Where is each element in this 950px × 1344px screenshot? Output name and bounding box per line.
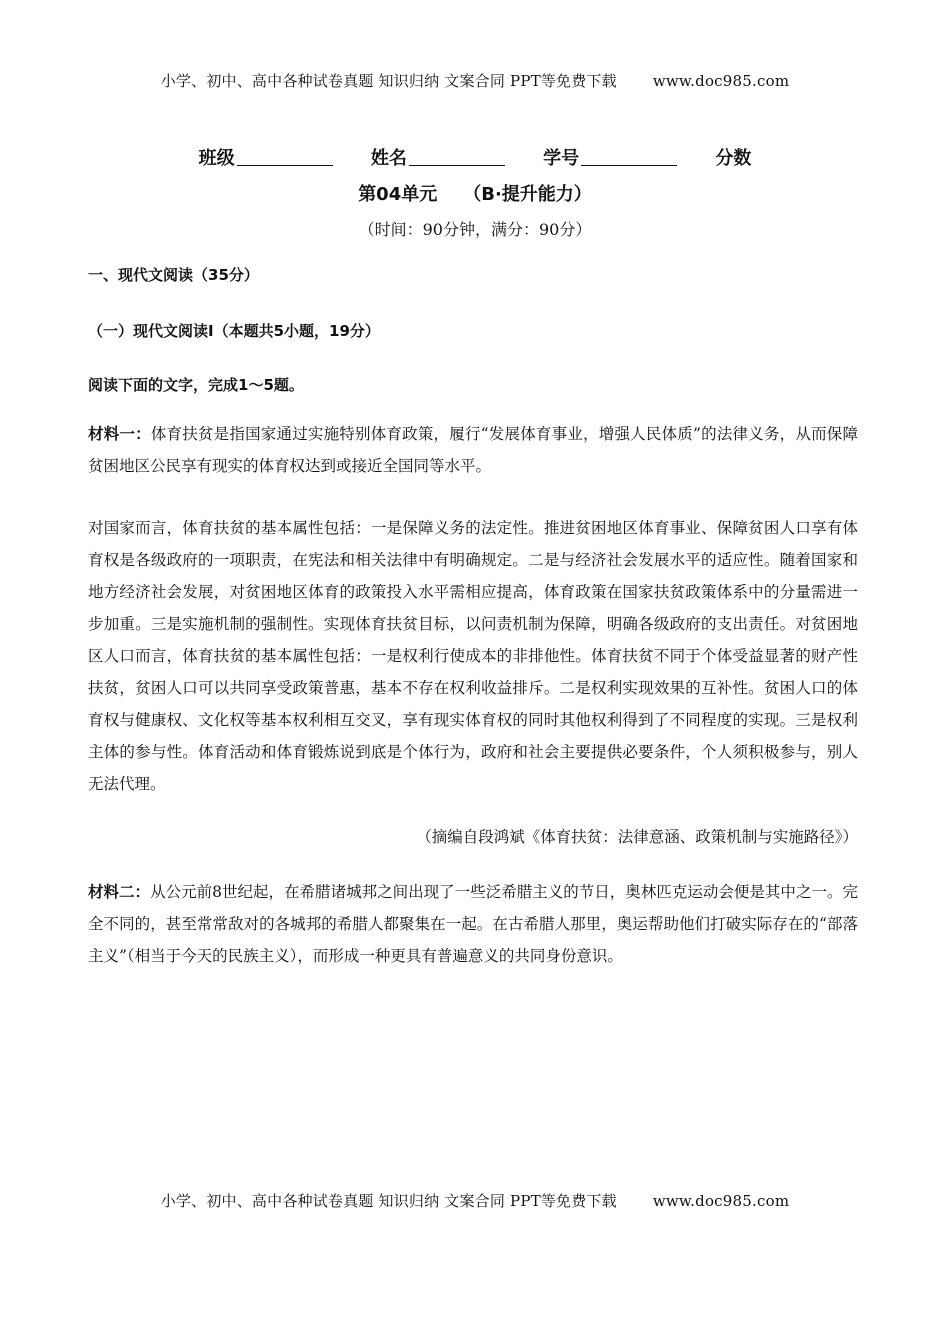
header-site-link[interactable]: www.doc985.com <box>652 72 790 90</box>
material1-intro <box>88 418 858 482</box>
name-label: 姓名 <box>370 148 407 169</box>
footer-site-link[interactable]: www.doc985.com <box>652 1192 790 1210</box>
id-blank[interactable] <box>581 147 677 166</box>
student-info-row <box>0 144 950 170</box>
exam-content <box>88 262 858 972</box>
header-text: 小学、初中、高中各种试卷真题 知识归纳 文案合同 PPT等免费下载 <box>160 72 617 90</box>
class-blank[interactable] <box>237 147 333 166</box>
material1-source: （摘编自段鸿斌《体育扶贫：法律意涵、政策机制与实施路径》） <box>416 828 858 846</box>
material1-body: 对国家而言，体育扶贫的基本属性包括：一是保障义务的法定性。推进贫困地区体育事业、保障贫困人口享有体育权是各级政府的一项职责，在宪法和相关法律中有明确规定。二是与经济社会发展水平的适应性。随着国家和地方经济社会发展，对贫困地区体育的政策投入水平需相应提高，体育政策在国家扶贫政策体系中的分量需进一步加重。三是实施机制的强制性。实现体育扶贫目标，以问责机制为保障，明确各级政府的支出责任。对贫困地区人口而言，体育扶贫的基本属性包括：一是权利行使成本的非排他性。体育扶贫不同于个体受益显著的财产性扶贫，贫困人口可以共同享受政策普惠，基本不存在权利收益排斥。二是权利实现效果的互补性。贫困人口的体育权与健康权、文化权等基本权利相互交叉，享有现实体育权的同时其他权利得到了不同程度的实现。三是权利主体的参与性。体育活动和体育锻炼说到底是个体行为，政府和社会主要提供必要条件，个人须积极参与，别人无法代理。 <box>88 519 858 793</box>
score-label: 分数 <box>715 148 752 169</box>
material2-intro <box>88 876 858 972</box>
page-header <box>0 70 950 91</box>
class-label: 班级 <box>198 148 235 169</box>
material2-label: 材料二： <box>88 883 151 901</box>
section-heading: 一、现代文阅读（35分） <box>88 266 259 284</box>
page-footer <box>0 1190 950 1211</box>
score-field <box>715 144 751 170</box>
unit-name: 第04单元 <box>358 184 438 205</box>
name-blank[interactable] <box>409 147 505 166</box>
part-heading: （一）现代文阅读Ⅰ（本题共5小题，19分） <box>88 322 380 340</box>
footer-text: 小学、初中、高中各种试卷真题 知识归纳 文案合同 PPT等免费下载 <box>160 1192 617 1210</box>
time-info: （时间：90分钟，满分：90分） <box>358 220 592 239</box>
unit-title <box>0 180 950 206</box>
material1-label: 材料一： <box>88 425 151 443</box>
material1-text: 体育扶贫是指国家通过实施特别体育政策，履行“发展体育事业，增强人民体质”的法律义务，从而保障贫困地区公民享有现实的体育权达到或接近全国同等水平。 <box>88 425 858 475</box>
material2-text: 从公元前8世纪起，在希腊诸城邦之间出现了一些泛希腊主义的节日，奥林匹克运动会便是其中之一。完全不同的，甚至常常敌对的各城邦的希腊人都聚集在一起。在古希腊人那里，奥运帮助他们打破实际存在的“部落主义”（相当于今天的民族主义），而形成一种更具有普遍意义的共同身份意识。 <box>88 883 858 965</box>
unit-level: （B·提升能力） <box>463 184 592 205</box>
reading-instruction: 阅读下面的文字，完成1～5题。 <box>88 376 304 394</box>
id-field[interactable] <box>543 144 677 170</box>
class-field[interactable] <box>199 144 333 170</box>
id-label: 学号 <box>543 148 580 169</box>
name-field[interactable] <box>371 144 505 170</box>
